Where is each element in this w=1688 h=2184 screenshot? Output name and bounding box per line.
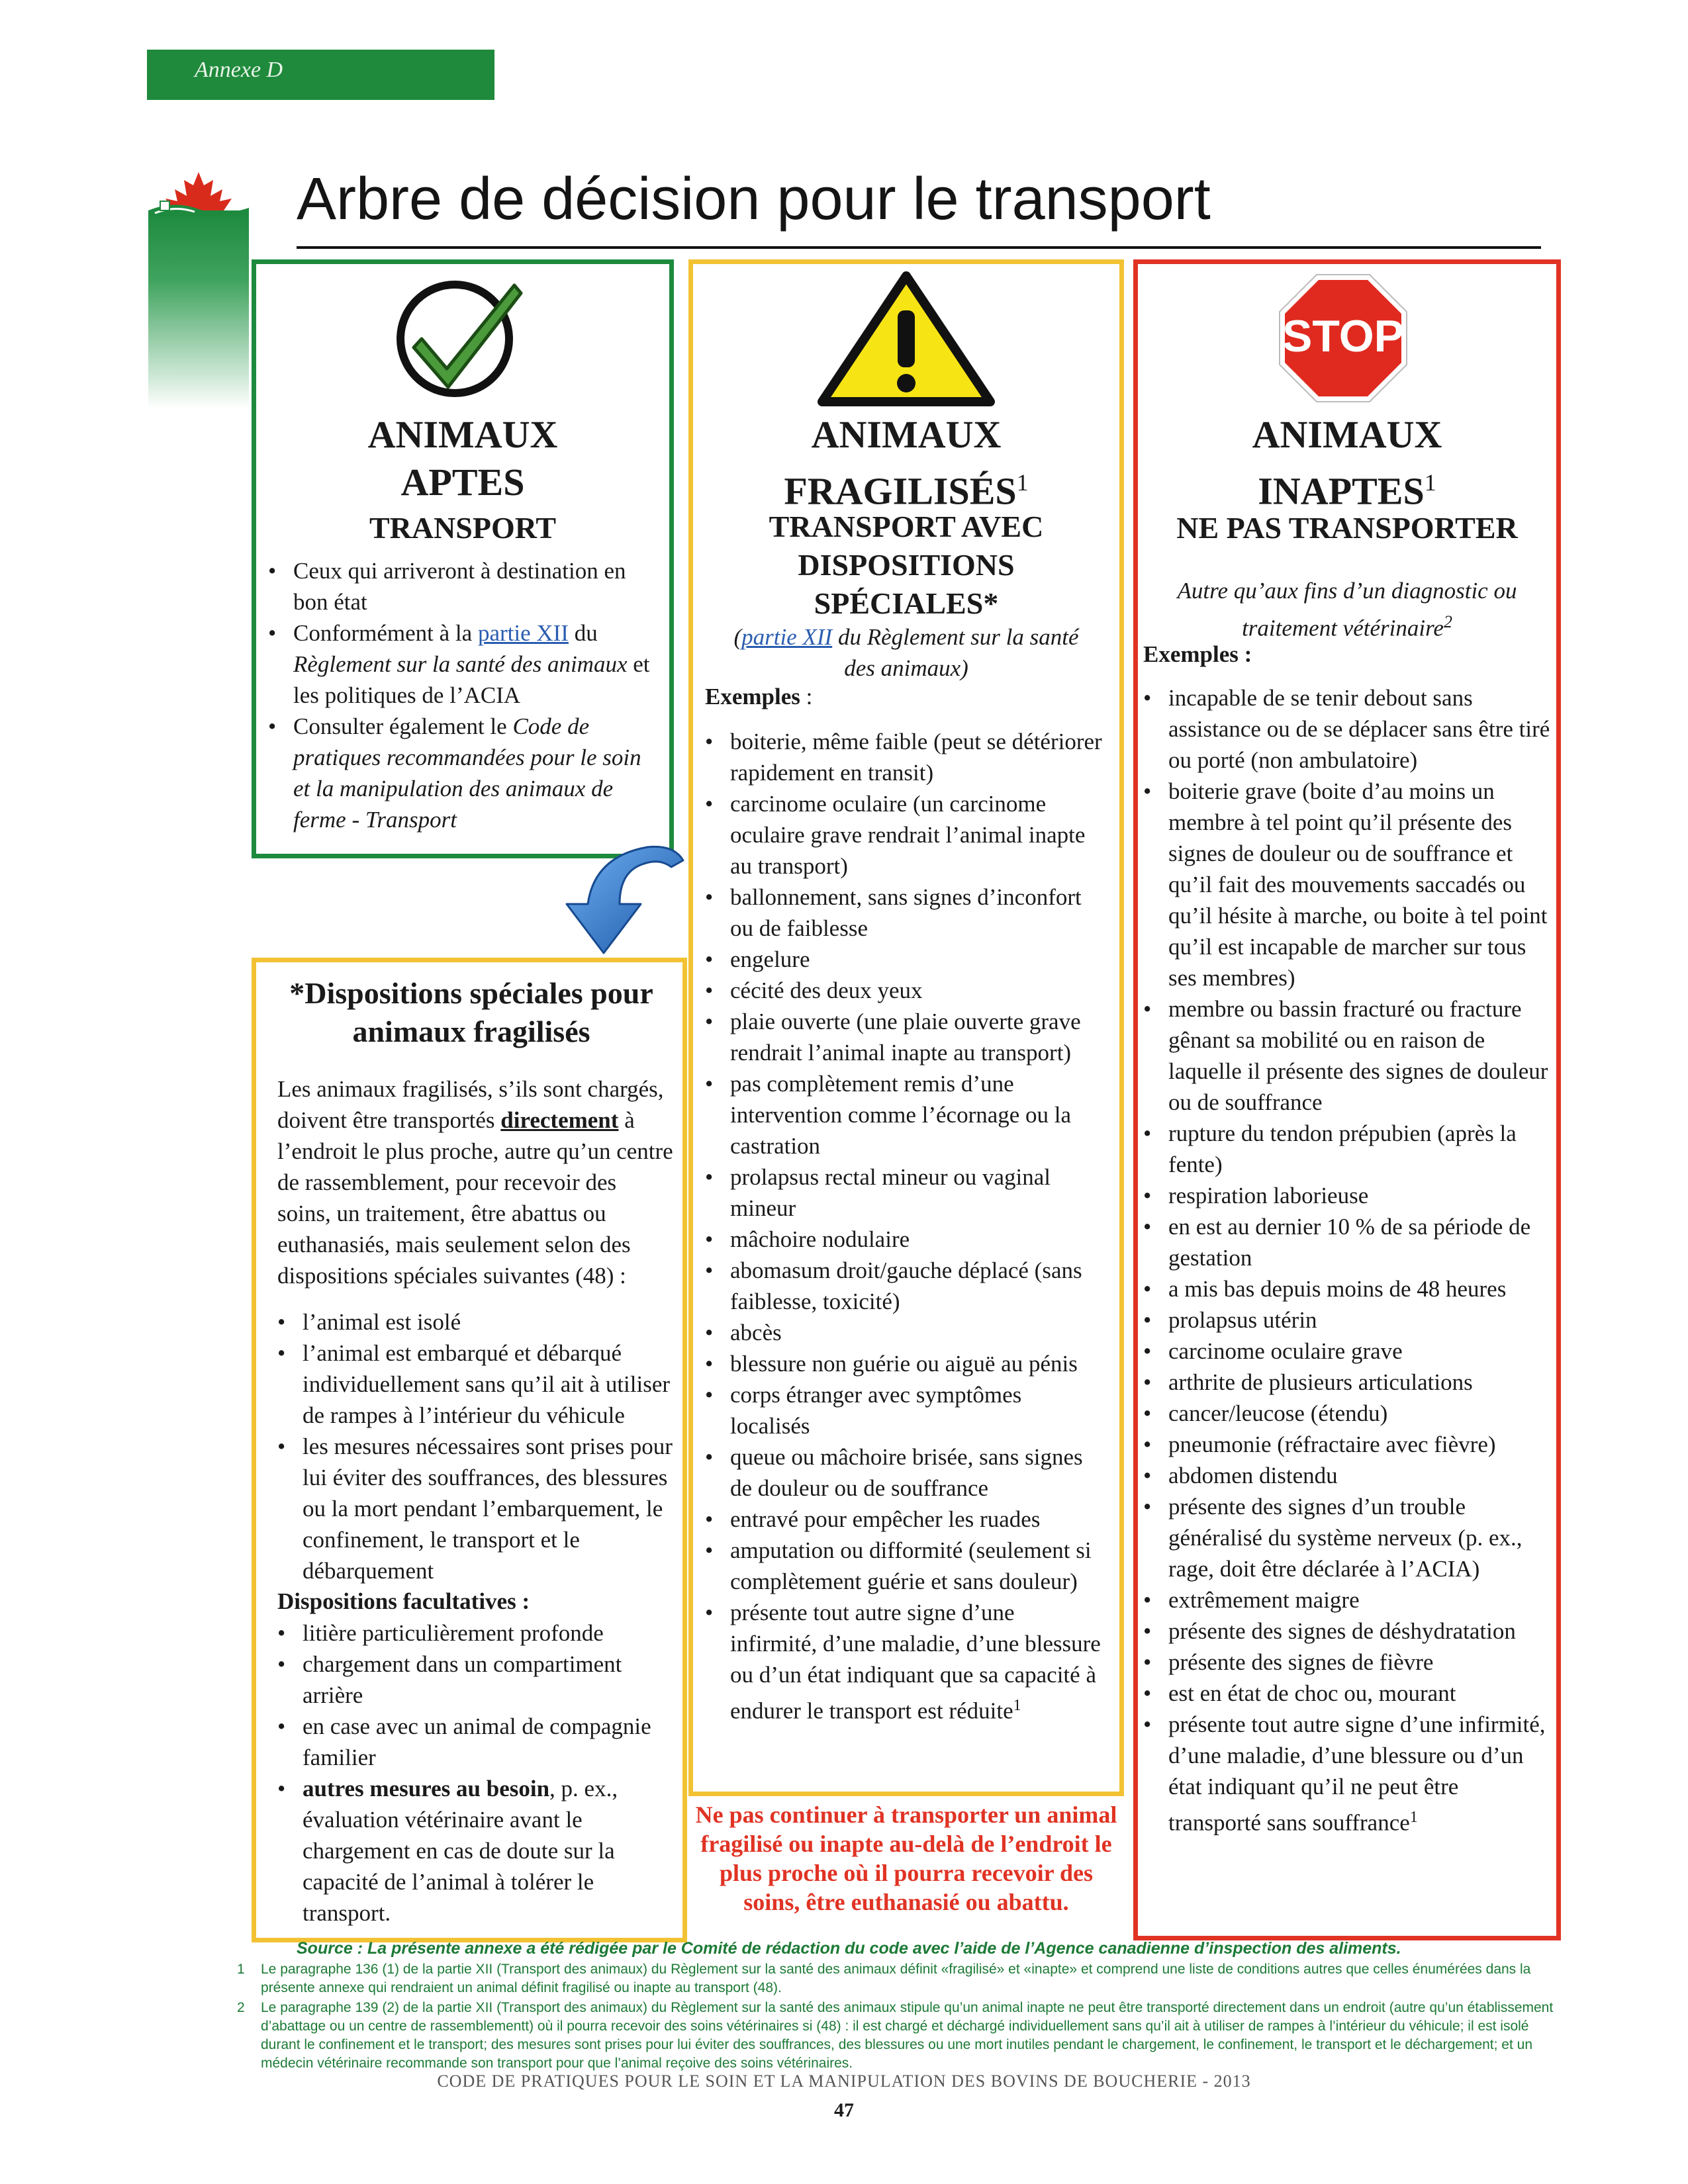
list-item: • est en état de choc ou, mourant — [1143, 1678, 1556, 1709]
warning-icon — [816, 269, 997, 410]
list-item: • queue ou mâchoire brisée, sans signes de douleur ou de souffrance — [705, 1441, 1102, 1504]
special-heading: *Dispositions spéciales pour animaux fragilisés — [289, 976, 653, 1048]
list-item: • Consulter également le Code de pratiques recommandées pour le soin et la manipulation des animaux de ferme - Transport — [268, 711, 659, 835]
list-item: • en est au dernier 10 % de sa période de gestation — [1143, 1211, 1556, 1273]
svg-text:STOP: STOP — [1282, 311, 1404, 361]
compromised-animals-box — [688, 259, 1124, 1796]
compromised-heading-2: FRAGILISÉS$^1$ — [784, 469, 1029, 513]
list-item: • a mis bas depuis moins de 48 heures — [1143, 1273, 1556, 1304]
compromised-examples-label: Exemples : — [705, 684, 813, 709]
page-number: 47 — [834, 2099, 854, 2121]
fit-animals-box — [252, 259, 674, 858]
list-item: • carcinome oculaire grave — [1143, 1336, 1556, 1367]
unfit-list — [1143, 682, 1556, 1839]
list-item: • cécité des deux yeux — [705, 975, 1102, 1006]
list-item: • abcès — [705, 1317, 1102, 1348]
list-item: • en case avec un animal de compagnie familier — [277, 1711, 675, 1773]
title-divider — [297, 246, 1541, 249]
list-item: • mâchoire nodulaire — [705, 1224, 1102, 1255]
warning-note: Ne pas continuer à transporter un animal fragilisé ou inapte au-delà de l’endroit le plus proche où il pourra recevoir des soins, être euthanasié ou abattu. — [695, 1801, 1117, 1915]
list-item: • l’animal est isolé — [277, 1306, 681, 1338]
optional-list — [277, 1617, 675, 1929]
list-item: • Ceux qui arriveront à destination en bon état — [268, 555, 659, 617]
list-item: • présente tout autre signe d’une infirmité, d’une maladie, d’une blessure ou d’un état indiquant que sa capacité à endurer le transport est réduite$^1$ — [705, 1597, 1102, 1727]
annex-label: Annexe D — [195, 58, 283, 82]
optional-label: Dispositions facultatives : — [277, 1588, 530, 1614]
special-list — [277, 1306, 681, 1586]
partie-xii-link[interactable]: partie XII — [477, 620, 569, 646]
list-item: • chargement dans un compartiment arrière — [277, 1649, 675, 1711]
list-item: • amputation ou difformité (seulement si complètement guérie et sans douleur) — [705, 1535, 1102, 1597]
list-item: • boiterie grave (boite d’au moins un membre à tel point qu’il présente des signes de douleur ou de souffrance et qu’il fait des mouvements saccadés ou qu’il hésite à marche, ou boite à tel point qu’il est incapable de marcher sur tous ses membres) — [1143, 776, 1556, 993]
fit-heading-1: ANIMAUX — [367, 413, 558, 456]
list-item: • plaie ouverte (une plaie ouverte grave rendrait l’animal inapte au transport) — [705, 1006, 1102, 1068]
compromised-heading-1: ANIMAUX — [811, 413, 1002, 456]
unfit-heading-2: INAPTES$^1$ — [1258, 469, 1436, 513]
list-item: • corps étranger avec symptômes localisés — [705, 1379, 1102, 1441]
list-item: • rupture du tendon prépubien (après la fente) — [1143, 1118, 1556, 1180]
list-item: • ballonnement, sans signes d’inconfort ou de faiblesse — [705, 882, 1102, 944]
unfit-note: Autre qu’aux fins d’un diagnostic ou traitement vétérinaire$^2$ — [1177, 578, 1517, 641]
list-item: • extrêmement maigre — [1143, 1584, 1556, 1615]
fit-heading-2: APTES — [400, 461, 525, 504]
stop-sign-icon — [1277, 272, 1409, 404]
compromised-reference: (partie XII du Règlement sur la santé des animaux) — [733, 624, 1079, 681]
checkmark-icon — [395, 276, 528, 402]
list-item: • membre ou bassin fracturé ou fracture gênant sa mobilité ou en raison de laquelle il présente des signes de douleur ou de souffrance — [1143, 993, 1556, 1118]
page-footer: CODE DE PRATIQUES POUR LE SOIN ET LA MANIPULATION DES BOVINS DE BOUCHERIE - 2013 — [437, 2071, 1251, 2091]
unfit-heading-1: ANIMAUX — [1252, 413, 1442, 456]
list-item: • arthrite de plusieurs articulations — [1143, 1367, 1556, 1398]
list-item: • boiterie, même faible (peut se détériorer rapidement en transit) — [705, 726, 1102, 788]
compromised-subheading: TRANSPORT AVEC DISPOSITIONS SPÉCIALES* — [769, 510, 1044, 620]
unfit-examples-label: Exemples : — [1143, 641, 1252, 667]
list-item: • prolapsus utérin — [1143, 1304, 1556, 1336]
compromised-list — [705, 726, 1102, 1727]
unfit-animals-box — [1133, 259, 1561, 1940]
list-item: • les mesures nécessaires sont prises pour lui éviter des souffrances, des blessures ou la mort pendant l’embarquement, le confinement, le transport et le débarquement — [277, 1431, 681, 1586]
annex-tab — [147, 50, 494, 100]
list-item: • présente des signes de fièvre — [1143, 1647, 1556, 1678]
list-item: • présente des signes d’un trouble généralisé du système nerveux (p. ex., rage, doit être déclarée à l’ACIA) — [1143, 1491, 1556, 1584]
list-item: • autres mesures au besoin, p. ex., évaluation vétérinaire avant le chargement en cas de doute sur la capacité de l’animal à tolérer le transport. — [277, 1773, 675, 1929]
list-item: • présente des signes de déshydratation — [1143, 1615, 1556, 1647]
fit-subheading: TRANSPORT — [369, 511, 557, 545]
fit-list — [268, 555, 659, 835]
list-item: • respiration laborieuse — [1143, 1180, 1556, 1211]
page-title: Arbre de décision pour le transport — [297, 166, 1211, 232]
list-item: • litière particulièrement profonde — [277, 1617, 675, 1649]
list-item: • entravé pour empêcher les ruades — [705, 1504, 1102, 1535]
list-item: • l’animal est embarqué et débarqué individuellement sans qu’il ait à utiliser de rampes à l’intérieur du véhicule — [277, 1338, 681, 1431]
list-item: • abdomen distendu — [1143, 1460, 1556, 1491]
list-item: • engelure — [705, 944, 1102, 975]
special-intro: Les animaux fragilisés, s’ils sont chargés, doivent être transportés directement à l’endroit le plus proche, autre qu’un centre de rassemblement, pour recevoir des soins, un traitement, être abattus ou euthanasiés, mais seulement selon des dispositions spéciales suivantes (48) : — [277, 1076, 673, 1289]
footnote-2: 2 Le paragraphe 139 (2) de la partie XII (Transport des animaux) du Règlement sur la santé des animaux stipule qu’un animal inapte ne peut être transporté directement dans un endroit (autre qu’un établissement d’abattage ou un centre de rassemblementt) où il pourra recevoir des soins vétérinaires si (48) : il est chargé et déchargé individuellement sans qu’il ait à utiliser de rampes à l’intérieur du véhicule; il est isolé durant le confinement et le transport; des mesures sont prises pour lui éviter des souffrances, des blessures ou une mort inutiles pendant le chargement, le confinement, le transport et le déchargement; et un médecin vétérinaire recommande son transport pour que l’animal reçoive des soins vétérinaires. — [237, 2000, 1554, 2071]
list-item: • Conformément à la partie XII du Règlement sur la santé des animaux et les politiques de l’ACIA — [268, 617, 659, 711]
list-item: • blessure non guérie ou aiguë au pénis — [705, 1348, 1102, 1379]
list-item: • pneumonie (réfractaire avec fièvre) — [1143, 1429, 1556, 1460]
maple-leaf-icon — [148, 171, 249, 409]
list-item: • pas complètement remis d’une intervention comme l’écornage ou la castration — [705, 1068, 1102, 1161]
list-item: • carcinome oculaire (un carcinome oculaire grave rendrait l’animal inapte au transport) — [705, 788, 1102, 882]
curved-arrow-icon — [548, 841, 687, 960]
unfit-subheading: NE PAS TRANSPORTER — [1176, 511, 1518, 545]
list-item: • incapable de se tenir debout sans assistance ou de se déplacer sans être tiré ou porté (non ambulatoire) — [1143, 682, 1556, 776]
list-item: • abomasum droit/gauche déplacé (sans faiblesse, toxicité) — [705, 1255, 1102, 1317]
source-note: Source : La présente annexe a été rédigée par le Comité de rédaction du code avec l’aide de l’Agence canadienne d’inspection des aliments. — [297, 1939, 1401, 1958]
footnote-1: 1 Le paragraphe 136 (1) de la partie XII (Transport des animaux) du Règlement sur la santé des animaux définit «fragilisé» et «inapte» et comprend une liste de conditions autres que celles énumérées dans la présente annexe qui rendraient un animal définit fragilisé ou inapte au transport (48). — [237, 1962, 1531, 1995]
special-provisions-box — [252, 958, 687, 1942]
partie-xii-link[interactable]: partie XII — [741, 624, 833, 650]
list-item: • cancer/leucose (étendu) — [1143, 1398, 1556, 1429]
list-item: • prolapsus rectal mineur ou vaginal mineur — [705, 1161, 1102, 1224]
list-item: • présente tout autre signe d’une infirmité, d’une maladie, d’une blessure ou d’un état indiquant qu’il ne peut être transporté sans souffrance$^1$ — [1143, 1709, 1556, 1839]
